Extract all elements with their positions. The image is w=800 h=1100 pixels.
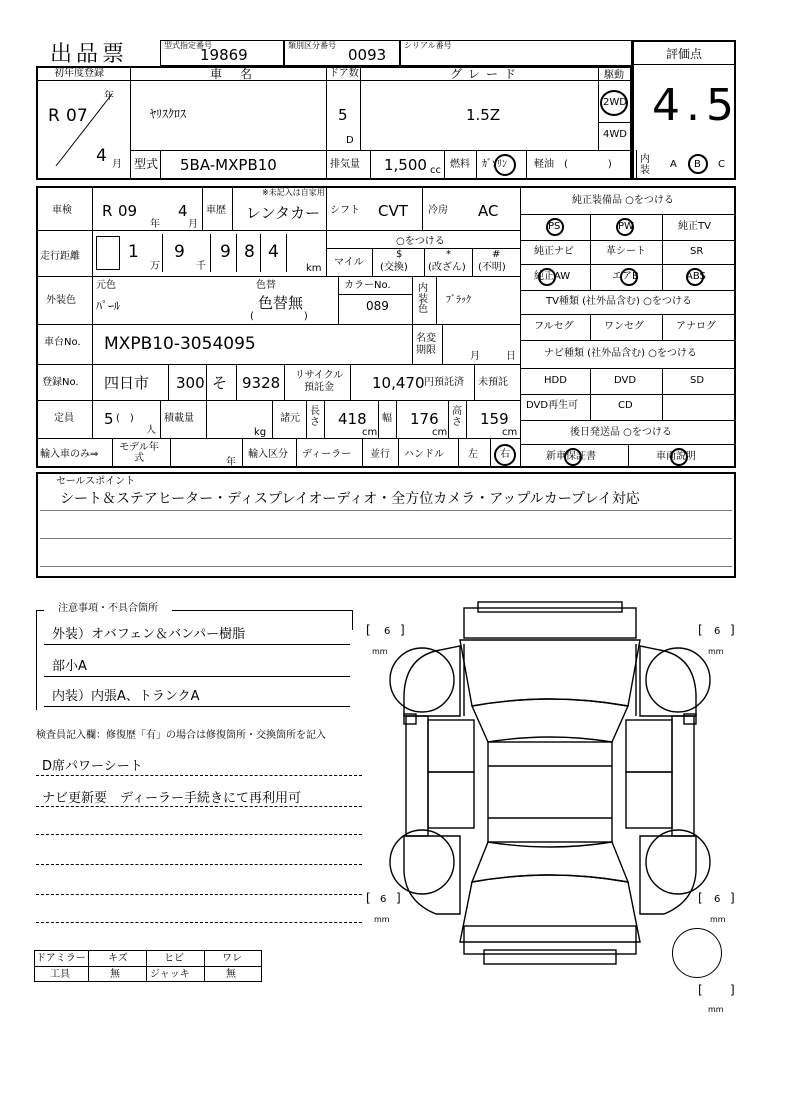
original-color: ﾊﾟｰﾙ (96, 299, 121, 313)
drive-2wd-circle (600, 90, 628, 116)
notes-line-1: 外装）オバフェン＆バンパー樹脂 (52, 627, 246, 642)
equip-abs-circle (686, 268, 704, 286)
equip-ps: PS (548, 221, 561, 232)
fuel-gas-circle (494, 154, 516, 176)
inspector-line-1: D席パワーシート (42, 759, 143, 774)
reg-era: R (48, 106, 60, 126)
score-value: 4.5 (652, 80, 740, 131)
reg-month: 4 (96, 146, 107, 166)
width-value: 176 (410, 410, 439, 428)
equip-airbag-circle (620, 268, 638, 286)
inspection-era: R (102, 202, 113, 220)
doors-value: 5 (338, 106, 348, 124)
equip-abs: ABS (686, 271, 706, 282)
car-name: ﾔﾘｽｸﾛｽ (150, 107, 187, 121)
inspection-month: 4 (178, 202, 188, 220)
notes-line-2: 部小A (52, 659, 87, 674)
notes-label: 注意事項・不具合箇所 (58, 603, 158, 614)
reg-year: 07 (66, 106, 88, 126)
reg-kana: そ (212, 374, 228, 392)
capacity-value: 5 (104, 410, 114, 428)
ac-value: AC (478, 202, 499, 220)
inspector-label: 検査員記入欄：修復歴「有」の場合は修復箇所・交換箇所を記入 (36, 730, 326, 741)
reg-slash (50, 90, 120, 170)
fuel-gas: ｶﾞｿﾘﾝ (482, 159, 507, 170)
category-value: 0093 (348, 46, 387, 64)
reg-area: 四日市 (104, 374, 150, 392)
equip-airbag: エアB (612, 271, 639, 282)
docs-warranty-circle (564, 448, 582, 466)
shift-value: CVT (378, 202, 408, 220)
spare-tire (672, 928, 722, 978)
sales-point-text: シート＆ステアヒーター・ディスプレイオーディオ・全方位カメラ・アップルカープレイ対応 (60, 491, 640, 507)
reg-class: 300 (176, 374, 205, 392)
handle-right-circle (494, 444, 516, 466)
recycle-value: 10,470 (372, 374, 425, 392)
length-value: 418 (338, 410, 367, 428)
drive-4wd: 4WD (603, 129, 627, 140)
mileage-digit-1 (96, 236, 120, 270)
reg-number: 9328 (242, 374, 281, 392)
model-designation-value: 19869 (200, 46, 248, 64)
model-value: 5BA-MXPB10 (180, 156, 277, 174)
docs-manual-circle (670, 448, 688, 466)
interior-b: B (694, 159, 701, 170)
equip-ps-circle (546, 218, 564, 236)
grade-value: 1.5Z (466, 106, 501, 124)
inspection-year: 09 (118, 202, 138, 220)
equip-pw: PW (618, 221, 634, 232)
inspector-line-2: ナビ更新要 ディーラー手続きにて再利用可 (42, 791, 301, 806)
score-label: 評価点 (666, 47, 703, 61)
repaint-value: 色替無 (258, 294, 304, 312)
interior-b-circle (688, 154, 708, 174)
sales-point-block (36, 472, 736, 578)
displacement-value: 1,500 (384, 156, 427, 174)
first-reg-label: 初年度登録 (54, 68, 104, 79)
color-no: 089 (366, 299, 389, 313)
equip-aw: 純正AW (534, 271, 571, 282)
equip-pw-circle (616, 218, 634, 236)
history-value: レンタカー (246, 204, 321, 222)
height-value: 159 (480, 410, 509, 428)
int-color: ﾌﾞﾗｯｸ (446, 295, 471, 306)
chassis-value: MXPB10-3054095 (104, 334, 256, 354)
drive-2wd: 2WD (603, 97, 627, 108)
handle-right: 右 (500, 449, 510, 460)
form-title: 出品票 (50, 42, 129, 67)
notes-line-3: 内装）内張A、トランクA (52, 689, 200, 704)
equip-aw-circle (538, 268, 556, 286)
